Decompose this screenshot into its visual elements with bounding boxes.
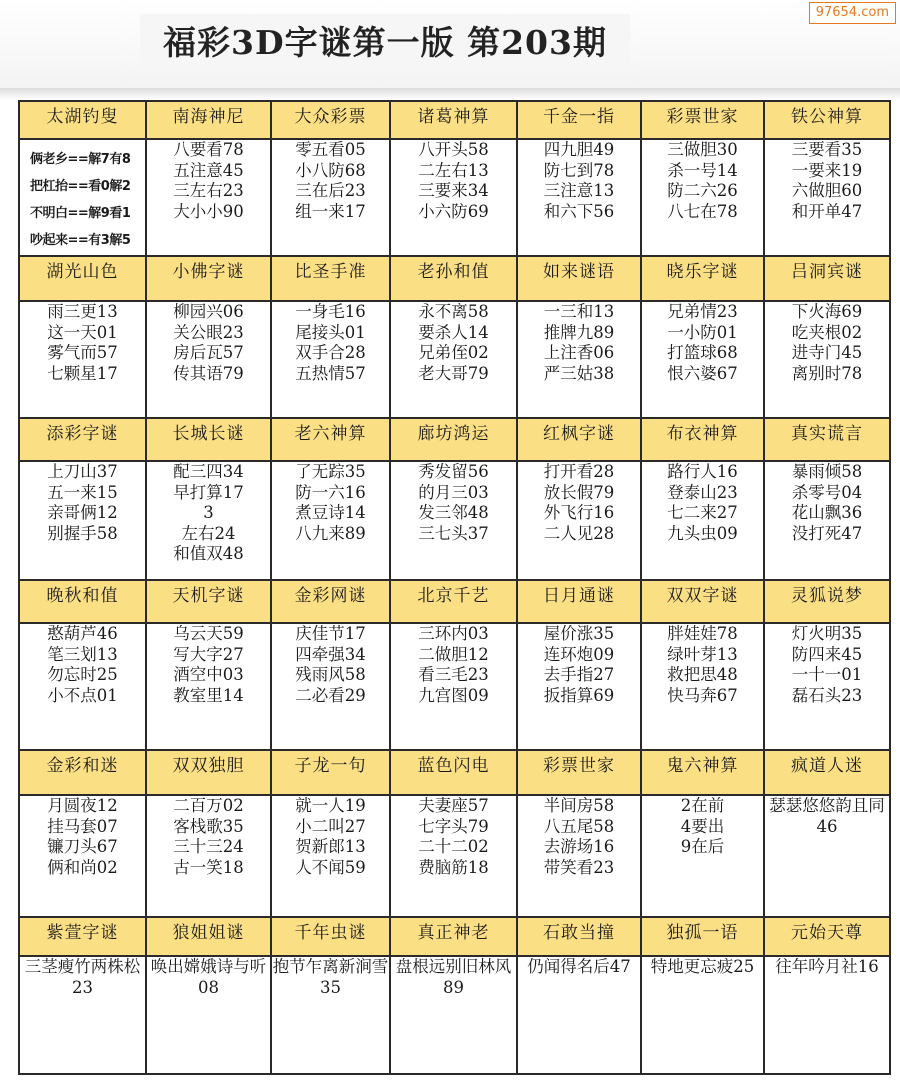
content-row — [19, 795, 890, 917]
riddle-content-cell — [390, 623, 517, 750]
riddle-line: 看三毛23 — [418, 665, 489, 684]
riddle-line: 早打算17 — [173, 482, 244, 502]
riddle-author-header: 湖光山色 — [19, 256, 146, 301]
riddle-content-cell — [19, 461, 146, 580]
header-row — [19, 750, 890, 795]
riddle-line: 三左右23 — [173, 181, 244, 200]
riddle-line: 兄弟情23 — [667, 302, 738, 321]
riddle-line: 要杀人14 — [418, 322, 489, 342]
riddle-line: 外飞行16 — [543, 503, 615, 522]
riddle-line: 推牌九89 — [543, 322, 615, 342]
content-row — [19, 301, 890, 418]
riddle-line: 别握手58 — [47, 523, 118, 543]
riddle-author-header: 真实谎言 — [764, 418, 890, 461]
riddle-content-cell — [390, 139, 517, 256]
riddle-author-header: 紫萱字谜 — [19, 917, 146, 956]
riddle-line: 三在后23 — [295, 181, 366, 200]
riddle-line: 三茎瘦竹两株松23 — [24, 957, 141, 997]
riddle-content-cell — [390, 301, 517, 418]
riddle-line: 四九胆49 — [543, 140, 615, 159]
riddle-author-header: 石敢当撞 — [517, 917, 641, 956]
riddle-line: 吵起来==有3解5 — [30, 233, 131, 248]
riddle-line: 和值双48 — [173, 544, 244, 563]
riddle-author-header: 长城长谜 — [146, 418, 271, 461]
riddle-author-header: 如来谜语 — [517, 256, 641, 301]
content-row — [19, 461, 890, 580]
riddle-line: 灯火明35 — [791, 624, 863, 643]
riddle-content-cell — [764, 795, 890, 917]
riddle-line: 放长假79 — [543, 482, 615, 502]
riddle-line: 镰刀头67 — [47, 837, 118, 856]
content-row — [19, 956, 890, 1074]
riddle-line: 唤出嫦娥诗与听08 — [150, 957, 267, 997]
riddle-content-cell — [19, 795, 146, 917]
riddle-content-cell — [390, 795, 517, 917]
riddle-content-cell — [19, 623, 146, 750]
riddle-line: 这一天01 — [47, 322, 118, 342]
riddle-line: 俩老乡==解7有8 — [30, 152, 131, 167]
riddle-content-cell — [19, 139, 146, 256]
riddle-line: 九头虫09 — [667, 523, 738, 543]
riddle-line: 4要出 — [680, 816, 725, 836]
riddle-line: 组一来17 — [295, 201, 366, 221]
riddle-author-header: 千年虫谜 — [271, 917, 390, 956]
riddle-line: 往年吟月社16 — [775, 957, 879, 976]
riddle-line: 夫妻座57 — [418, 796, 489, 815]
riddle-author-header: 晚秋和值 — [19, 580, 146, 623]
riddle-content-cell — [146, 461, 271, 580]
riddle-line: 三注意13 — [543, 181, 615, 200]
header-row — [19, 917, 890, 956]
riddle-author-header: 小佛字谜 — [146, 256, 271, 301]
riddle-content-cell — [764, 956, 890, 1074]
riddle-content-cell — [517, 623, 641, 750]
riddle-line: 柳园兴06 — [173, 302, 244, 321]
riddle-line: 九宫图09 — [418, 685, 489, 705]
riddle-line: 就一人19 — [295, 796, 366, 815]
riddle-line: 胖娃娃78 — [667, 624, 738, 643]
riddle-line: 9在后 — [680, 837, 725, 856]
riddle-line: 大小小90 — [173, 201, 244, 221]
riddle-line: 上注香06 — [543, 343, 615, 362]
riddle-line: 了无踪35 — [295, 462, 366, 481]
riddle-author-header: 北京千艺 — [390, 580, 517, 623]
riddle-line: 写大字27 — [173, 644, 244, 664]
content-row — [19, 623, 890, 750]
riddle-author-header: 布衣神算 — [641, 418, 764, 461]
riddle-line: 杀零号04 — [791, 482, 863, 502]
riddle-line: 三做胆30 — [667, 140, 738, 159]
riddle-line: 三环内03 — [418, 624, 489, 643]
page-title: 福彩3D字谜第一版 第203期 — [140, 14, 630, 74]
riddle-content-cell — [641, 461, 764, 580]
riddle-line: 防一六16 — [295, 482, 366, 502]
riddle-line: 的月三03 — [418, 482, 489, 502]
header-row — [19, 101, 890, 139]
riddle-line: 登泰山23 — [667, 482, 738, 502]
riddle-line: 打开看28 — [543, 462, 615, 481]
riddle-line: 秀发留56 — [418, 462, 489, 481]
header-row — [19, 580, 890, 623]
riddle-line: 二做胆12 — [418, 644, 489, 664]
riddle-author-header: 彩票世家 — [641, 101, 764, 139]
riddle-author-header: 日月通谜 — [517, 580, 641, 623]
riddle-line: 挂马套07 — [47, 816, 118, 836]
riddle-line: 扳指算69 — [543, 685, 615, 705]
riddle-content-cell — [146, 139, 271, 256]
riddle-line: 双手合28 — [295, 343, 366, 362]
riddle-content-cell — [19, 301, 146, 418]
riddle-line: 小不点01 — [47, 685, 118, 705]
riddle-line: 瑟瑟悠悠韵且同46 — [769, 796, 885, 836]
riddle-author-header: 南海神尼 — [146, 101, 271, 139]
riddle-line: 仍闻得名后47 — [527, 957, 631, 976]
riddle-line: 雨三更13 — [47, 302, 118, 321]
riddle-line: 一要来19 — [791, 160, 863, 180]
riddle-line: 人不闻59 — [295, 857, 366, 877]
riddle-line: 三要看35 — [791, 140, 863, 159]
riddle-line: 盘根远别旧林风89 — [395, 957, 512, 997]
riddle-line: 永不离58 — [418, 302, 489, 321]
riddle-content-cell — [146, 956, 271, 1074]
riddle-content-cell — [641, 795, 764, 917]
riddle-line: 酒空中03 — [173, 665, 244, 684]
riddle-line: 去游场16 — [543, 837, 615, 856]
riddle-line: 没打死47 — [791, 523, 863, 543]
riddle-line: 费脑筋18 — [418, 857, 489, 877]
riddle-line: 房后瓦57 — [173, 343, 244, 362]
riddle-line: 严三姑38 — [543, 363, 615, 383]
riddle-line: 救把思48 — [667, 665, 738, 684]
riddle-author-header: 吕洞宾谜 — [764, 256, 890, 301]
riddle-author-header: 太湖钓叟 — [19, 101, 146, 139]
riddle-line: 四牵强34 — [295, 644, 366, 664]
riddle-line: 庆佳节17 — [295, 624, 366, 643]
riddle-line: 八要看78 — [173, 140, 244, 159]
riddle-line: 兄弟侄02 — [418, 343, 489, 362]
riddle-line: 俩和尚02 — [47, 857, 118, 877]
riddle-author-header: 灵狐说梦 — [764, 580, 890, 623]
riddle-line: 五注意45 — [173, 160, 244, 180]
riddle-content-cell — [517, 795, 641, 917]
riddle-line: 月圆夜12 — [47, 796, 118, 815]
riddle-line: 暴雨倾58 — [791, 462, 863, 481]
riddle-line: 小六防69 — [418, 201, 489, 221]
riddle-line: 3 — [203, 503, 214, 522]
riddle-line: 勿忘时25 — [47, 665, 118, 684]
title-divider — [0, 88, 900, 100]
riddle-line: 杀一号14 — [667, 160, 738, 180]
riddle-line: 亲哥俩12 — [47, 503, 118, 522]
riddle-author-header: 疯道人迷 — [764, 750, 890, 795]
riddle-author-header: 铁公神算 — [764, 101, 890, 139]
riddle-line: 古一笑18 — [173, 857, 244, 877]
header-row — [19, 256, 890, 301]
riddle-content-cell — [271, 461, 390, 580]
riddle-line: 二人见28 — [543, 523, 615, 543]
riddle-line: 不明白==解9看1 — [30, 206, 131, 221]
riddle-line: 残雨风58 — [295, 665, 366, 684]
title-banner — [0, 0, 900, 88]
riddle-author-header: 廊坊鸿运 — [390, 418, 517, 461]
riddle-content-cell — [517, 461, 641, 580]
riddle-content-cell — [390, 461, 517, 580]
riddle-line: 进寺门45 — [791, 343, 863, 362]
riddle-line: 八开头58 — [418, 140, 489, 159]
riddle-line: 带笑看23 — [543, 857, 615, 877]
riddle-author-header: 老六神算 — [271, 418, 390, 461]
riddle-content-cell — [517, 139, 641, 256]
riddle-line: 客栈歌35 — [173, 816, 244, 836]
riddle-line: 贺新郎13 — [295, 837, 366, 856]
riddle-content-cell — [146, 795, 271, 917]
riddle-line: 一十一01 — [791, 665, 863, 684]
riddle-content-cell — [641, 139, 764, 256]
riddle-content-cell — [271, 795, 390, 917]
riddle-author-header: 元始天尊 — [764, 917, 890, 956]
riddle-content-cell — [271, 623, 390, 750]
riddle-line: 零五看05 — [295, 140, 366, 159]
riddle-line: 防二六26 — [667, 181, 738, 200]
riddle-author-header: 金彩网谜 — [271, 580, 390, 623]
riddle-line: 五热情57 — [295, 363, 366, 383]
riddle-line: 防七到78 — [543, 160, 615, 180]
riddle-line: 二必看29 — [295, 685, 366, 705]
riddle-content-cell — [146, 623, 271, 750]
riddle-line: 三十三24 — [173, 837, 244, 856]
riddle-author-header: 双双字谜 — [641, 580, 764, 623]
riddle-author-header: 大众彩票 — [271, 101, 390, 139]
riddle-line: 恨六婆67 — [667, 363, 738, 383]
riddle-author-header: 双双独胆 — [146, 750, 271, 795]
riddle-line: 发三邻48 — [418, 503, 489, 522]
riddle-content-cell — [764, 461, 890, 580]
riddle-line: 一三和13 — [543, 302, 615, 321]
riddle-line: 一小防01 — [667, 322, 738, 342]
site-watermark: 97654.com — [809, 2, 896, 24]
riddle-line: 连环炮09 — [543, 644, 615, 664]
riddle-line: 屋价涨35 — [543, 624, 615, 643]
riddle-line: 下火海69 — [791, 302, 863, 321]
riddle-content-cell — [517, 956, 641, 1074]
riddle-content-cell — [146, 301, 271, 418]
riddle-line: 配三四34 — [173, 462, 244, 481]
riddle-line: 七颗星17 — [47, 363, 118, 383]
riddle-content-cell — [517, 301, 641, 418]
riddle-content-cell — [764, 139, 890, 256]
riddle-line: 和六下56 — [543, 201, 615, 221]
riddle-line: 快马奔67 — [667, 685, 738, 705]
riddle-author-header: 诸葛神算 — [390, 101, 517, 139]
riddle-author-header: 晓乐字谜 — [641, 256, 764, 301]
riddle-line: 小二叫27 — [295, 816, 366, 836]
riddle-table — [18, 100, 891, 1075]
riddle-line: 煮豆诗14 — [295, 503, 366, 522]
riddle-content-cell — [641, 956, 764, 1074]
riddle-content-cell — [764, 301, 890, 418]
riddle-line: 传其语79 — [173, 363, 244, 383]
riddle-line: 磊石头23 — [791, 685, 863, 705]
riddle-line: 三要来34 — [418, 181, 489, 200]
riddle-line: 花山飘36 — [791, 503, 863, 522]
riddle-line: 三七头37 — [418, 523, 489, 543]
riddle-line: 绿叶芽13 — [667, 644, 738, 664]
riddle-author-header: 蓝色闪电 — [390, 750, 517, 795]
riddle-author-header: 彩票世家 — [517, 750, 641, 795]
riddle-author-header: 真正神老 — [390, 917, 517, 956]
riddle-author-header: 老孙和值 — [390, 256, 517, 301]
riddle-content-cell — [764, 623, 890, 750]
riddle-line: 特地更忘疲25 — [650, 957, 755, 976]
riddle-line: 路行人16 — [667, 462, 738, 481]
riddle-line: 去手指27 — [543, 665, 615, 684]
riddle-content-cell — [390, 956, 517, 1074]
riddle-line: 七二来27 — [667, 503, 738, 522]
riddle-author-header: 狼姐姐谜 — [146, 917, 271, 956]
riddle-author-header: 比圣手准 — [271, 256, 390, 301]
riddle-author-header: 添彩字谜 — [19, 418, 146, 461]
riddle-line: 八五尾58 — [543, 816, 615, 836]
riddle-line: 乌云天59 — [173, 624, 244, 643]
riddle-author-header: 红枫字谜 — [517, 418, 641, 461]
riddle-content-cell — [19, 956, 146, 1074]
header-row — [19, 418, 890, 461]
riddle-line: 二百万02 — [173, 796, 244, 815]
riddle-author-header: 子龙一句 — [271, 750, 390, 795]
riddle-line: 抱节乍离新涧雪35 — [272, 957, 389, 997]
riddle-content-cell — [641, 301, 764, 418]
riddle-line: 二十二02 — [418, 837, 489, 856]
riddle-line: 防四来45 — [791, 644, 863, 664]
riddle-content-cell — [641, 623, 764, 750]
content-row — [19, 139, 890, 256]
riddle-line: 八七在78 — [667, 201, 738, 221]
riddle-line: 离别时78 — [791, 363, 863, 383]
riddle-author-header: 独孤一语 — [641, 917, 764, 956]
riddle-line: 打篮球68 — [667, 343, 738, 362]
riddle-line: 尾接头01 — [295, 322, 366, 342]
riddle-content-cell — [271, 139, 390, 256]
riddle-line: 老大哥79 — [418, 363, 489, 383]
riddle-line: 二左右13 — [418, 160, 489, 180]
riddle-author-header: 千金一指 — [517, 101, 641, 139]
riddle-line: 上刀山37 — [47, 462, 118, 481]
riddle-line: 六做胆60 — [791, 181, 863, 200]
riddle-line: 教室里14 — [173, 685, 244, 705]
riddle-author-header: 鬼六神算 — [641, 750, 764, 795]
riddle-line: 左右24 — [181, 523, 236, 543]
riddle-author-header: 金彩和迷 — [19, 750, 146, 795]
riddle-line: 憨葫芦46 — [47, 624, 118, 643]
riddle-content-cell — [271, 301, 390, 418]
riddle-content-cell — [271, 956, 390, 1074]
riddle-line: 五一来15 — [47, 482, 118, 502]
riddle-line: 笔三划13 — [47, 644, 118, 664]
riddle-line: 关公眼23 — [173, 322, 244, 342]
riddle-line: 一身毛16 — [295, 302, 366, 321]
riddle-line: 半间房58 — [543, 796, 615, 815]
riddle-line: 八九来89 — [295, 523, 366, 543]
riddle-line: 雾气而57 — [47, 343, 118, 362]
riddle-line: 把杠抬==看0解2 — [30, 179, 131, 194]
riddle-line: 和开单47 — [791, 201, 863, 221]
riddle-line: 吃夹根02 — [791, 322, 863, 342]
riddle-line: 七字头79 — [418, 816, 489, 836]
riddle-line: 小八防68 — [295, 160, 366, 180]
riddle-author-header: 天机字谜 — [146, 580, 271, 623]
riddle-line: 2在前 — [680, 796, 725, 815]
